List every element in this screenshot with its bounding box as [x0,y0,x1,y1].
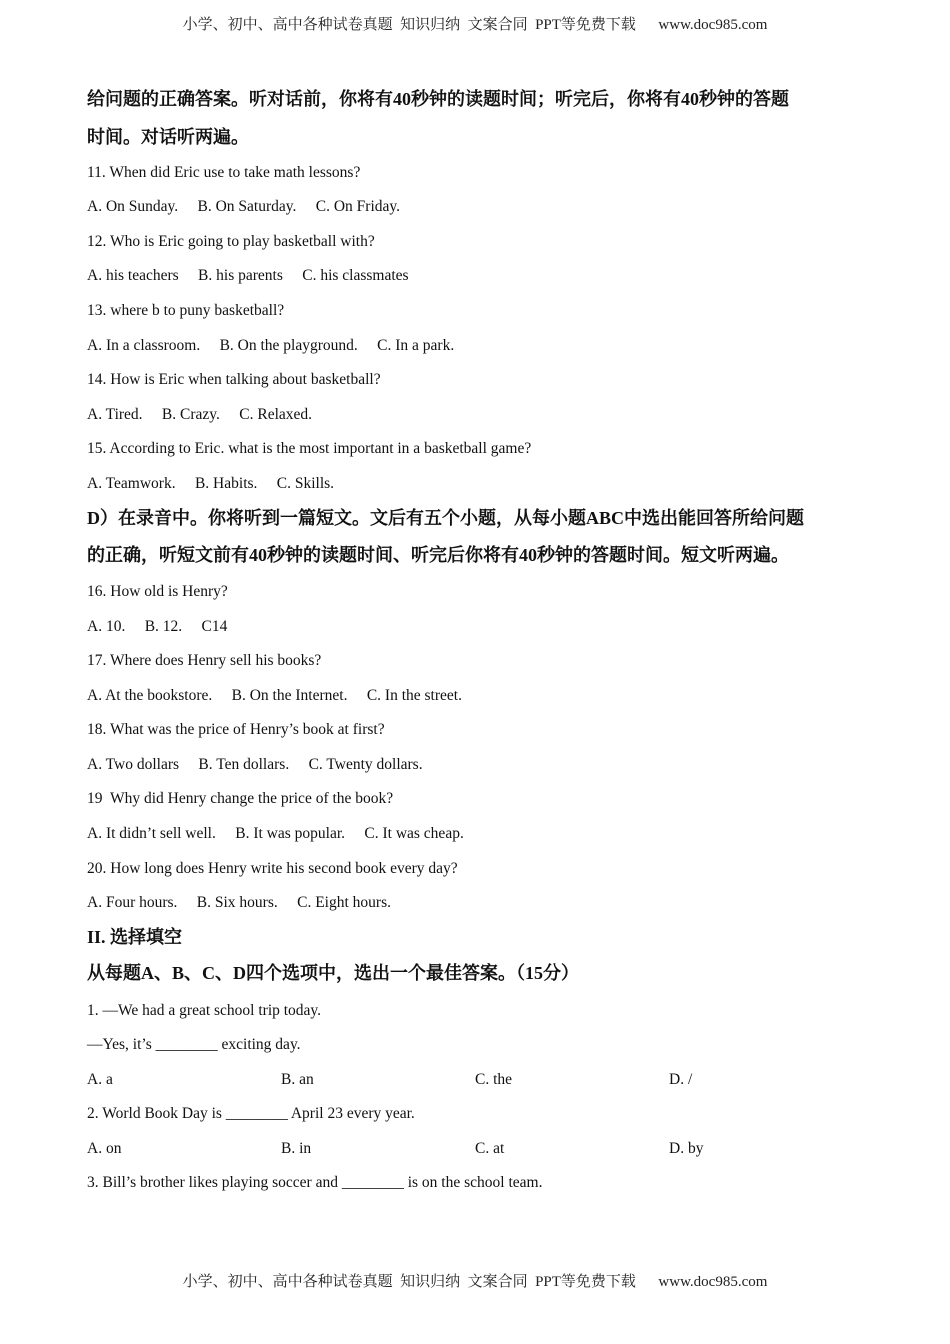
mc-question-2-option-c: C. at [475,1140,505,1157]
question-17-options: A. At the bookstore. B. On the Internet. C. In the street. [87,687,462,704]
mc-question-1-option-d: D. / [669,1071,693,1088]
mc-question-2-option-d: D. by [669,1140,704,1157]
question-12: 12. Who is Eric going to play basketball with? [87,233,375,250]
mc-question-3: 3. Bill’s brother likes playing soccer and ________ is on the school team. [87,1174,543,1191]
question-16: 16. How old is Henry? [87,583,228,600]
mc-question-2-option-b: B. in [281,1140,312,1157]
mc-question-2: 2. World Book Day is ________ April 23 every year. [87,1105,415,1122]
question-16-options: A. 10. B. 12. C14 [87,618,228,635]
mc-question-1-option-a: A. a [87,1071,113,1088]
question-11-options: A. On Sunday. B. On Saturday. C. On Friday. [87,198,400,215]
section-d-instructions-line-2: 的正确，听短文前有40秒钟的读题时间、听完后你将有40秒钟的答题时间。短文听两遍。 [87,545,789,565]
question-17: 17. Where does Henry sell his books? [87,652,322,669]
question-19: 19 Why did Henry change the price of the book? [87,790,394,807]
mc-question-1-line-2: —Yes, it’s ________ exciting day. [87,1036,301,1053]
question-13-options: A. In a classroom. B. On the playground. C. In a park. [87,337,455,354]
question-20: 20. How long does Henry write his second book every day? [87,860,458,877]
question-18-options: A. Two dollars B. Ten dollars. C. Twenty dollars. [87,756,423,773]
mc-question-2-option-a: A. on [87,1140,122,1157]
section-c-instructions-line-1: 给问题的正确答案。听对话前，你将有40秒钟的读题时间；听完后，你将有40秒钟的答题 [87,89,789,109]
mc-question-1-option-c: C. the [475,1071,513,1088]
question-20-options: A. Four hours. B. Six hours. C. Eight hours. [87,894,391,911]
question-19-options: A. It didn’t sell well. B. It was popular. C. It was cheap. [87,825,464,842]
question-14-options: A. Tired. B. Crazy. C. Relaxed. [87,406,313,423]
question-13: 13. where b to puny basketball? [87,302,285,319]
section-c-instructions-line-2: 时间。对话听两遍。 [87,127,249,147]
question-11: 11. When did Eric use to take math lessons? [87,164,361,181]
question-14: 14. How is Eric when talking about basketball? [87,371,381,388]
question-12-options: A. his teachers B. his parents C. his classmates [87,267,409,284]
question-18: 18. What was the price of Henry’s book at first? [87,721,385,738]
question-15: 15. According to Eric. what is the most important in a basketball game? [87,440,532,457]
section-ii-title: II. 选择填空 [87,927,183,947]
page-header: 小学、初中、高中各种试卷真题 知识归纳 文案合同 PPT等免费下载 www.doc985.com [182,17,768,33]
mc-question-1-line-1: 1. —We had a great school trip today. [87,1002,322,1019]
page-footer: 小学、初中、高中各种试卷真题 知识归纳 文案合同 PPT等免费下载 www.doc985.com [182,1274,768,1290]
question-15-options: A. Teamwork. B. Habits. C. Skills. [87,475,335,492]
section-d-instructions-line-1: D）在录音中。你将听到一篇短文。文后有五个小题，从每小题ABC中选出能回答所给问题 [87,508,804,528]
section-ii-instructions: 从每题A、B、C、D四个选项中，选出一个最佳答案。（15分） [87,963,580,983]
mc-question-1-option-b: B. an [281,1071,314,1088]
